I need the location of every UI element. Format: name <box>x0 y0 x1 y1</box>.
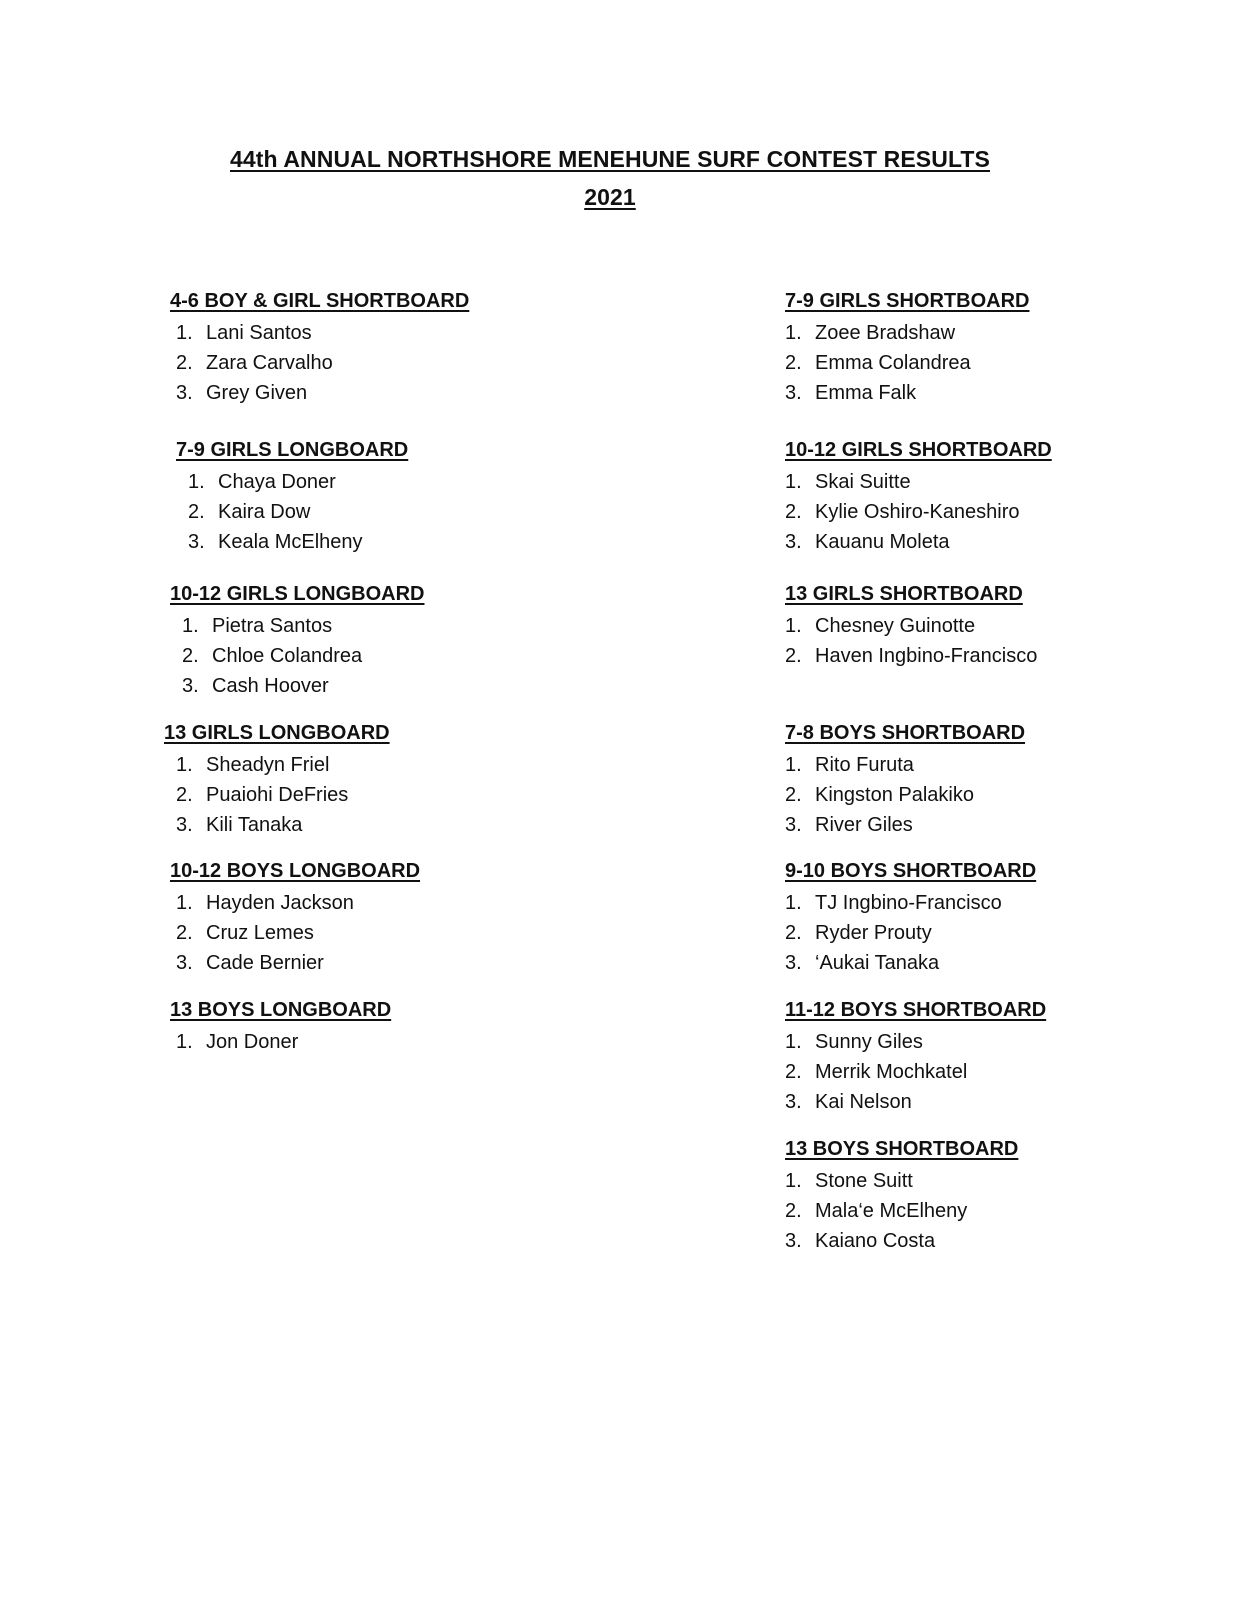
results-list <box>182 611 424 701</box>
results-list <box>176 318 469 408</box>
competitor-name: Kaira Dow <box>218 501 311 523</box>
results-section <box>785 858 1036 978</box>
place-number: 3. <box>785 1091 802 1113</box>
results-section <box>785 581 1037 671</box>
competitor-name: Cruz Lemes <box>206 922 314 944</box>
result-entry <box>176 810 390 840</box>
results-list <box>785 888 1036 978</box>
results-list <box>785 1027 1046 1117</box>
place-number: 3. <box>785 952 802 974</box>
result-entry <box>182 671 424 701</box>
place-number: 3. <box>176 814 193 836</box>
competitor-name: Cash Hoover <box>212 675 329 697</box>
result-entry <box>785 1196 1018 1226</box>
place-number: 3. <box>785 531 802 553</box>
section-heading: 10-12 BOYS LONGBOARD <box>170 860 421 882</box>
results-section <box>785 720 1025 840</box>
competitor-name: Mala‘e McElheny <box>815 1200 968 1222</box>
competitor-name: Lani Santos <box>206 322 312 344</box>
section-heading: 13 GIRLS LONGBOARD <box>164 722 390 744</box>
result-entry <box>785 780 1025 810</box>
competitor-name: Kauanu Moleta <box>815 531 950 553</box>
results-list <box>785 611 1037 671</box>
result-entry <box>785 1226 1018 1256</box>
competitor-name: Keala McElheny <box>218 531 363 553</box>
results-section <box>170 581 424 701</box>
competitor-name: Hayden Jackson <box>206 892 354 914</box>
competitor-name: Puaiohi DeFries <box>206 784 349 806</box>
document-title: 44th ANNUAL NORTHSHORE MENEHUNE SURF CONTEST RESULTS <box>230 146 990 172</box>
result-entry <box>176 948 420 978</box>
results-section <box>785 288 1029 408</box>
result-entry <box>785 810 1025 840</box>
place-number: 3. <box>785 814 802 836</box>
result-entry <box>176 378 469 408</box>
place-number: 3. <box>176 952 193 974</box>
result-entry <box>188 467 408 497</box>
competitor-name: Zoee Bradshaw <box>815 322 956 344</box>
competitor-name: Kai Nelson <box>815 1091 912 1113</box>
results-section <box>785 997 1046 1117</box>
section-heading: 13 GIRLS SHORTBOARD <box>785 583 1023 605</box>
competitor-name: Stone Suitt <box>815 1170 913 1192</box>
place-number: 2. <box>785 352 802 374</box>
place-number: 2. <box>188 501 205 523</box>
section-heading: 9-10 BOYS SHORTBOARD <box>785 860 1037 882</box>
competitor-name: Chaya Doner <box>218 471 336 493</box>
competitor-name: Cade Bernier <box>206 952 324 974</box>
place-number: 2. <box>176 922 193 944</box>
result-entry <box>785 918 1036 948</box>
place-number: 1. <box>785 892 802 914</box>
result-entry <box>176 318 469 348</box>
competitor-name: Emma Colandrea <box>815 352 971 374</box>
place-number: 1. <box>176 892 193 914</box>
results-list <box>785 750 1025 840</box>
section-heading: 7-8 BOYS SHORTBOARD <box>785 722 1026 744</box>
section-heading: 13 BOYS SHORTBOARD <box>785 1138 1019 1160</box>
place-number: 1. <box>176 322 193 344</box>
results-section <box>785 1136 1018 1256</box>
competitor-name: Kingston Palakiko <box>815 784 974 806</box>
place-number: 2. <box>785 501 802 523</box>
results-list <box>785 1166 1018 1256</box>
result-entry <box>785 527 1052 557</box>
competitor-name: Zara Carvalho <box>206 352 333 374</box>
competitor-name: River Giles <box>815 814 913 836</box>
section-heading: 10-12 GIRLS LONGBOARD <box>170 583 425 605</box>
place-number: 2. <box>785 784 802 806</box>
competitor-name: TJ Ingbino-Francisco <box>815 892 1002 914</box>
place-number: 1. <box>176 1031 193 1053</box>
result-entry <box>785 888 1036 918</box>
result-entry <box>176 750 390 780</box>
result-entry <box>785 1166 1018 1196</box>
result-entry <box>188 527 408 557</box>
competitor-name: Ryder Prouty <box>815 922 932 944</box>
place-number: 3. <box>188 531 205 553</box>
section-heading: 7-9 GIRLS SHORTBOARD <box>785 290 1030 312</box>
place-number: 2. <box>785 645 802 667</box>
result-entry <box>785 1057 1046 1087</box>
place-number: 2. <box>176 784 193 806</box>
competitor-name: Pietra Santos <box>212 615 333 637</box>
result-entry <box>785 497 1052 527</box>
competitor-name: Rito Furuta <box>815 754 914 776</box>
place-number: 1. <box>182 615 199 637</box>
results-list <box>176 750 390 840</box>
result-entry <box>785 378 1029 408</box>
results-section <box>170 288 469 408</box>
place-number: 2. <box>182 645 199 667</box>
place-number: 1. <box>785 615 802 637</box>
document-year: 2021 <box>584 184 636 210</box>
result-entry <box>182 611 424 641</box>
section-heading: 7-9 GIRLS LONGBOARD <box>176 439 409 461</box>
result-entry <box>785 948 1036 978</box>
place-number: 1. <box>176 754 193 776</box>
results-list <box>188 467 408 557</box>
results-section <box>164 720 390 840</box>
result-entry <box>176 888 420 918</box>
place-number: 2. <box>176 352 193 374</box>
competitor-name: Sheadyn Friel <box>206 754 330 776</box>
section-heading: 11-12 BOYS SHORTBOARD <box>785 999 1047 1021</box>
competitor-name: Jon Doner <box>206 1031 299 1053</box>
competitor-name: Emma Falk <box>815 382 917 404</box>
competitor-name: Chesney Guinotte <box>815 615 976 637</box>
competitor-name: Haven Ingbino-Francisco <box>815 645 1038 667</box>
place-number: 2. <box>785 922 802 944</box>
place-number: 3. <box>785 1230 802 1252</box>
results-list <box>176 1027 391 1057</box>
results-section <box>785 437 1052 557</box>
place-number: 1. <box>785 754 802 776</box>
competitor-name: Merrik Mochkatel <box>815 1061 968 1083</box>
place-number: 2. <box>785 1200 802 1222</box>
result-entry <box>785 348 1029 378</box>
competitor-name: ‘Aukai Tanaka <box>815 952 940 974</box>
result-entry <box>785 750 1025 780</box>
competitor-name: Sunny Giles <box>815 1031 923 1053</box>
results-list <box>785 318 1029 408</box>
result-entry <box>176 918 420 948</box>
competitor-name: Kili Tanaka <box>206 814 303 836</box>
result-entry <box>176 348 469 378</box>
section-heading: 13 BOYS LONGBOARD <box>170 999 392 1021</box>
result-entry <box>176 1027 391 1057</box>
competitor-name: Kylie Oshiro-Kaneshiro <box>815 501 1020 523</box>
results-list <box>176 888 420 978</box>
section-heading: 4-6 BOY & GIRL SHORTBOARD <box>170 290 470 312</box>
place-number: 1. <box>785 322 802 344</box>
results-section <box>170 858 420 978</box>
result-entry <box>785 611 1037 641</box>
result-entry <box>785 318 1029 348</box>
results-list <box>785 467 1052 557</box>
place-number: 3. <box>785 382 802 404</box>
competitor-name: Grey Given <box>206 382 308 404</box>
result-entry <box>785 1087 1046 1117</box>
results-section <box>170 997 391 1057</box>
result-entry <box>785 641 1037 671</box>
section-heading: 10-12 GIRLS SHORTBOARD <box>785 439 1052 461</box>
competitor-name: Kaiano Costa <box>815 1230 936 1252</box>
result-entry <box>182 641 424 671</box>
results-section <box>176 437 408 557</box>
place-number: 1. <box>785 1170 802 1192</box>
result-entry <box>785 467 1052 497</box>
place-number: 1. <box>785 471 802 493</box>
place-number: 3. <box>182 675 199 697</box>
result-entry <box>176 780 390 810</box>
place-number: 1. <box>785 1031 802 1053</box>
competitor-name: Chloe Colandrea <box>212 645 363 667</box>
place-number: 1. <box>188 471 205 493</box>
place-number: 2. <box>785 1061 802 1083</box>
competitor-name: Skai Suitte <box>815 471 911 493</box>
place-number: 3. <box>176 382 193 404</box>
result-entry <box>188 497 408 527</box>
result-entry <box>785 1027 1046 1057</box>
